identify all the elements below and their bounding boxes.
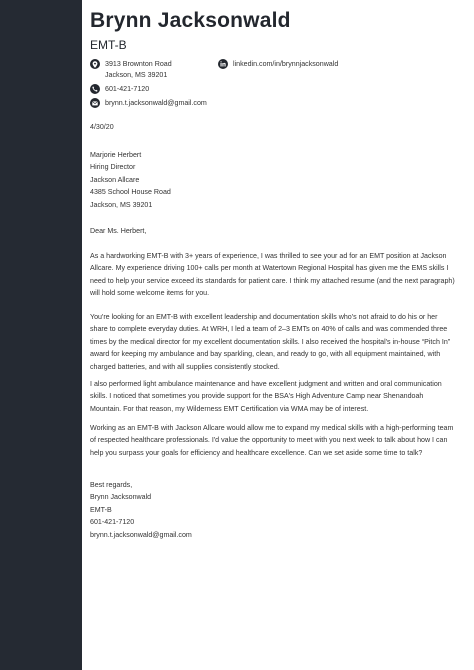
paragraph-4: [90, 422, 460, 459]
signature-title: EMT-B: [90, 505, 112, 514]
paragraph-line: As a hardworking EMT-B with 3+ years of experience, I was thrilled to see your ad for an EMT position at Jackson: [90, 252, 447, 260]
paragraph-2: [90, 311, 460, 373]
paragraph-line: will hold some welcome items for you.: [90, 289, 210, 298]
contact-phone: [90, 84, 149, 95]
paragraph-line: You're looking for an EMT-B with excellent leadership and documentation skills who's not afraid to do his or her: [90, 313, 438, 321]
sign-off: Best regards,: [90, 481, 133, 489]
paragraph-line: award for keeping my ambulance and bay sparkling, clean, and ready to go, with all equipment maintained, with: [90, 350, 441, 359]
sidebar-accent-bar: [0, 0, 82, 670]
paragraph-line: share to complete everyday duties. At WRH, I led a team of 2–3 EMTs on 40% of calls and was commended three: [90, 325, 448, 334]
recipient-street: 4385 School House Road: [90, 188, 171, 197]
signature-name: Brynn Jacksonwald: [90, 493, 152, 502]
signature-email: brynn.t.jacksonwald@gmail.com: [90, 530, 192, 539]
applicant-title: EMT-B: [90, 38, 127, 52]
contact-email: [90, 98, 207, 109]
closing-block: [90, 479, 192, 541]
letter-date: 4/30/20: [90, 123, 114, 131]
recipient-block: [90, 149, 171, 211]
contact-linkedin: [218, 59, 338, 70]
recipient-company: Jackson Allcare: [90, 175, 140, 184]
paragraph-line: skills. I noticed that sometimes you provide support for the BSA's High Adventure Camp near Shenandoah: [90, 392, 424, 401]
paragraph-line: Allcare. My experience driving 100+ calls per month at Watertown Regional Hospital has given me the EMS skills I: [90, 264, 449, 273]
paragraph-line: times by the medical director for my excellent documentation skills. I also received the hospital's in-house “Pitch In”: [90, 337, 451, 346]
linkedin-icon: [218, 59, 228, 69]
paragraph-line: Working as an EMT-B with Jackson Allcare would allow me to expand my medical skills with a high-performing team: [90, 424, 454, 432]
address-line-2: Jackson, MS 39201: [105, 71, 168, 79]
phone-icon: [90, 84, 100, 94]
envelope-icon: [90, 98, 100, 108]
location-pin-icon: [90, 59, 100, 69]
phone-number: 601-421-7120: [105, 85, 150, 93]
paragraph-line: charged batteries, and with all supplies consistently stocked.: [90, 362, 280, 371]
signature-phone: 601-421-7120: [90, 518, 135, 527]
paragraph-line: I also performed light ambulance maintenance and have excellent judgment and written and oral communication: [90, 380, 442, 388]
linkedin-url[interactable]: linkedin.com/in/brynnjacksonwald: [233, 60, 339, 68]
applicant-name: Brynn Jacksonwald: [90, 9, 291, 32]
address-line-1: 3913 Brownton Road: [105, 60, 172, 68]
paragraph-line: of respected healthcare professionals. I'd value the opportunity to meet with you next week to talk about how I can: [90, 436, 448, 445]
paragraph-line: help you surpass your goals for efficiency and healthcare excellence. Can we set aside some time to talk?: [90, 448, 423, 457]
salutation: Dear Ms. Herbert,: [90, 227, 147, 235]
paragraph-line: need to help your service exceed its standards for patient care. I think my attached resume (and the next paragraph): [90, 276, 455, 285]
contact-address: [90, 59, 172, 81]
recipient-title: Hiring Director: [90, 163, 136, 172]
email-address[interactable]: brynn.t.jacksonwald@gmail.com: [105, 99, 207, 107]
paragraph-1: [90, 250, 460, 300]
recipient-city: Jackson, MS 39201: [90, 200, 153, 209]
paragraph-3: [90, 378, 460, 415]
recipient-name: Marjorie Herbert: [90, 151, 142, 159]
paragraph-line: Mountain. For that reason, my Wilderness EMT Certification via WMA may be of interest.: [90, 404, 369, 413]
